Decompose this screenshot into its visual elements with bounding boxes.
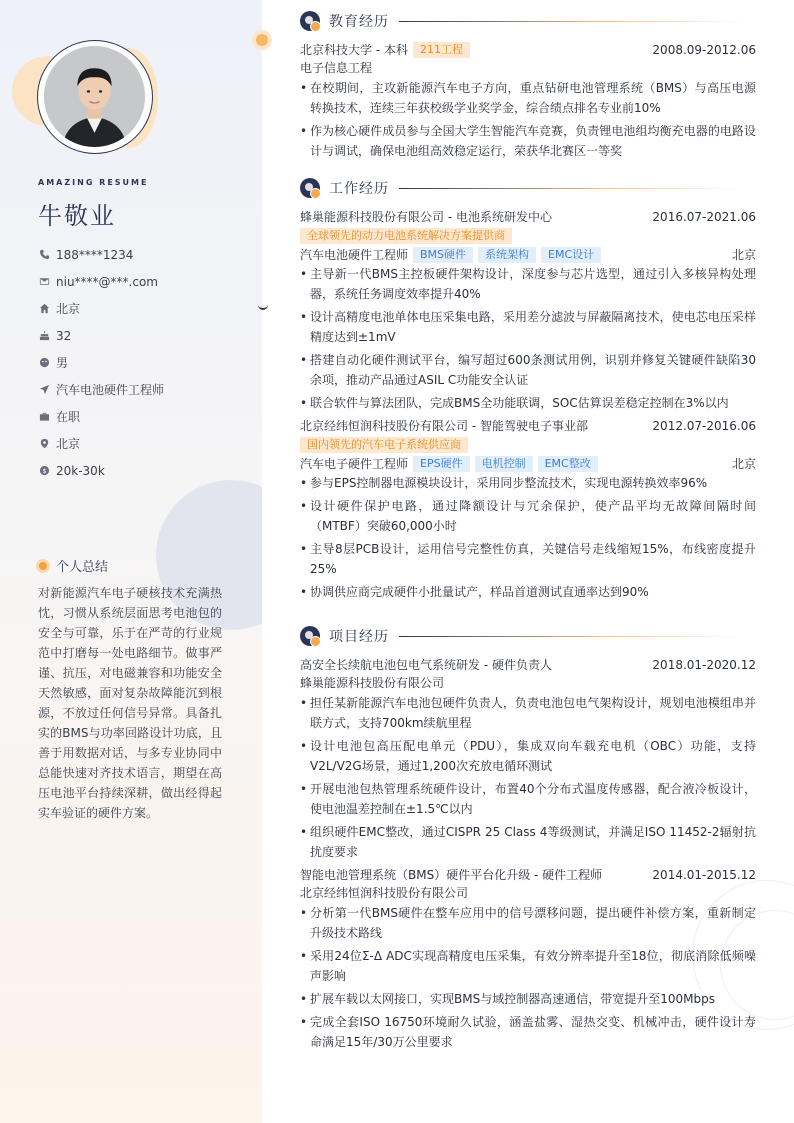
briefcase-icon — [38, 411, 50, 423]
section-divider — [399, 188, 746, 189]
info-gender — [38, 349, 248, 376]
list-item: • 开展电池包热管理系统硬件设计，布置40个分布式温度传感器，配合液冷板设计，使电池温差控制在±1.5℃以内 — [300, 779, 756, 819]
svg-text:$: $ — [41, 466, 47, 475]
list-item: • 联合软件与算法团队，完成BMS全功能联调，SOC估算误差稳定控制在3%以内 — [300, 393, 756, 413]
list-item: • 采用24位Σ-Δ ADC实现高精度电压采集，有效分辨率提升至18位，彻底消除低频噪声影响 — [300, 946, 756, 986]
section-icon — [300, 626, 320, 646]
section-title: 项目经历 — [329, 629, 389, 645]
project-name: 智能电池管理系统（BMS）硬件平台化升级 - 硬件工程师 — [300, 868, 603, 882]
education-row — [300, 40, 756, 59]
list-item: • 组织硬件EMC整改，通过CISPR 25 Class 4等级测试，并满足ISO 11452-2辐射抗扰度要求 — [300, 822, 756, 862]
project-header — [300, 865, 756, 884]
job-city: 北京 — [731, 248, 756, 262]
tagline: AMAZING RESUME — [38, 178, 149, 187]
decorative-arc — [258, 292, 268, 310]
info-salary — [38, 457, 248, 484]
list-item: • 设计电池包高压配电单元（PDU），集成双向车载充电机（OBC）功能，支持V2L/V2G场景，通过1,200次充放电循环测试 — [300, 736, 756, 776]
section-header — [300, 10, 756, 32]
skill-tag: BMS硬件 — [413, 247, 473, 263]
job-entry — [300, 416, 756, 602]
company-badge-row — [300, 435, 756, 454]
phone-icon — [38, 249, 50, 261]
role-row — [300, 245, 756, 264]
info-phone — [38, 241, 248, 268]
list-item: • 主导新一代BMS主控板硬件架构设计，深度参与芯片选型，通过引入多核异构处理器，系统任务调度效率提升40% — [300, 264, 756, 304]
list-item: • 扩展车载以太网接口，实现BMS与域控制器高速通信，带宽提升至100Mbps — [300, 989, 756, 1009]
work-section — [300, 177, 756, 605]
contact-info-list — [38, 241, 248, 484]
info-location-text: 北京 — [56, 437, 81, 451]
list-item: • 分析第一代BMS硬件在整车应用中的信号漂移问题，提出硬件补偿方案，重新制定升级技术路线 — [300, 903, 756, 943]
skill-tag: EMC设计 — [541, 247, 601, 263]
info-location — [38, 430, 248, 457]
info-email-text: niu****@***.com — [56, 274, 158, 289]
info-home-text: 北京 — [56, 302, 81, 316]
section-icon — [300, 178, 320, 198]
education-date: 2008.09-2012.06 — [652, 42, 756, 57]
info-home — [38, 295, 248, 322]
info-status — [38, 403, 248, 430]
candidate-name: 牛敬业 — [38, 202, 116, 230]
info-salary-text: 20k-30k — [56, 463, 105, 478]
project-org: 北京经纬恒润科技股份有限公司 — [300, 886, 469, 900]
project-entry — [300, 655, 756, 862]
job-role: 汽车电子硬件工程师 — [300, 457, 409, 471]
section-divider — [399, 636, 746, 637]
info-gender-text: 男 — [56, 356, 69, 370]
section-title: 教育经历 — [329, 14, 389, 30]
info-age — [38, 322, 248, 349]
section-header — [300, 625, 756, 647]
skill-tag: 电机控制 — [475, 456, 533, 472]
list-item: • 搭建自动化硬件测试平台，编写超过600条测试用例，识别并修复关键硬件缺陷30余项，推动产品通过ASIL C功能安全认证 — [300, 350, 756, 390]
project-header — [300, 655, 756, 674]
info-age-text: 32 — [56, 328, 72, 343]
list-item: • 主导8层PCB设计，运用信号完整性仿真，关键信号走线缩短15%，布线密度提升25% — [300, 539, 756, 579]
job-date: 2016.07-2021.06 — [652, 209, 756, 224]
school-name: 北京科技大学 - 本科 — [300, 43, 408, 57]
info-phone-text: 188****1234 — [56, 247, 134, 262]
company-badge: 国内领先的汽车电子系统供应商 — [300, 437, 468, 453]
list-item: • 协调供应商完成硬件小批量试产，样品首道测试直通率达到90% — [300, 582, 756, 602]
job-city: 北京 — [731, 457, 756, 471]
list-item: • 设计硬件保护电路，通过降额设计与冗余保护，使产品平均无故障间隔时间（MTBF）突破60,000小时 — [300, 496, 756, 536]
skill-tag: EMC整改 — [538, 456, 598, 472]
school-tag: 211工程 — [413, 42, 470, 58]
mail-icon — [38, 276, 50, 288]
home-icon — [38, 303, 50, 315]
job-date: 2012.07-2016.06 — [652, 418, 756, 433]
job-entry — [300, 207, 756, 413]
info-position-text: 汽车电池硬件工程师 — [56, 383, 165, 397]
job-header — [300, 207, 756, 226]
summary-heading — [36, 556, 108, 575]
summary-title-text: 个人总结 — [56, 560, 109, 575]
info-position — [38, 376, 248, 403]
section-title: 工作经历 — [329, 181, 389, 197]
major: 电子信息工程 — [300, 61, 373, 75]
sidebar — [0, 0, 262, 1123]
skill-tag: 系统架构 — [478, 247, 536, 263]
project-name: 高安全长续航电池包电气系统研发 - 硬件负责人 — [300, 658, 552, 672]
info-status-text: 在职 — [56, 410, 81, 424]
company-badge: 全球领先的动力电池系统解决方案提供商 — [300, 228, 512, 244]
avatar-portrait-icon — [44, 46, 145, 147]
company-name: 蜂巢能源科技股份有限公司 - 电池系统研发中心 — [300, 210, 552, 224]
company-badge-row — [300, 226, 756, 245]
job-bullets — [300, 264, 756, 413]
education-bullets — [300, 78, 756, 161]
section-divider — [399, 21, 746, 22]
section-icon — [300, 11, 320, 31]
project-bullets — [300, 693, 756, 862]
salary-icon — [38, 465, 50, 477]
info-email — [38, 268, 248, 295]
gender-icon — [38, 357, 50, 369]
job-header — [300, 416, 756, 435]
cake-icon — [38, 330, 50, 342]
decorative-dot — [252, 30, 272, 50]
skill-tag: EPS硬件 — [413, 456, 470, 472]
project-bullets — [300, 903, 756, 1052]
project-org: 蜂巢能源科技股份有限公司 — [300, 676, 445, 690]
list-item: • 完成全套ISO 16750环境耐久试验，涵盖盐雾、湿热交变、机械冲击，硬件设计寿命满足15年/30万公里要求 — [300, 1012, 756, 1052]
job-role: 汽车电池硬件工程师 — [300, 248, 409, 262]
location-icon — [38, 438, 50, 450]
bullet-dot-icon — [36, 559, 50, 573]
avatar-frame — [37, 40, 153, 154]
job-bullets — [300, 473, 756, 602]
company-name: 北京经纬恒润科技股份有限公司 - 智能驾驶电子事业部 — [300, 419, 588, 433]
role-row — [300, 454, 756, 473]
project-date: 2018.01-2020.12 — [652, 657, 756, 672]
list-item: • 作为核心硬件成员参与全国大学生智能汽车竞赛，负责锂电池组均衡充电器的电路设计与调试，确保电池组高效稳定运行，荣获华北赛区一等奖 — [300, 121, 756, 161]
summary-text: 对新能源汽车电子硬核技术充满热忱，习惯从系统层面思考电池包的安全与可靠，乐于在严苛的行业规范中打磨每一处电路细节。做事严谨、抗压，对电磁兼容和功能安全天然敏感，面对复杂故障能沉到根源，不放过任何信号异常。具备扎实的BMS与功率回路设计功底，且善于用数据对话，与多专业协同中总能快速对齐技术语言，期望在高压电池平台持续深耕，做出经得起实车验证的硬件方案。 — [38, 586, 222, 820]
list-item: • 设计高精度电池单体电压采集电路，采用差分滤波与屏蔽隔离技术，使电芯电压采样精度达到±1mV — [300, 307, 756, 347]
send-icon — [38, 384, 50, 396]
list-item: • 担任某新能源汽车电池包硬件负责人，负责电池包电气架构设计，规划电池模组串并联方式，支持700km续航里程 — [300, 693, 756, 733]
list-item: • 在校期间，主攻新能源汽车电子方向，重点钻研电池管理系统（BMS）与高压电源转换技术，连续三年获校级学业奖学金，综合绩点排名专业前10% — [300, 78, 756, 118]
education-section — [300, 10, 756, 164]
avatar — [44, 46, 145, 147]
list-item: • 参与EPS控制器电源模块设计，采用同步整流技术，实现电源转换效率96% — [300, 473, 756, 493]
project-entry — [300, 865, 756, 1052]
projects-section — [300, 625, 756, 1055]
project-date: 2014.01-2015.12 — [652, 867, 756, 882]
section-header — [300, 177, 756, 199]
